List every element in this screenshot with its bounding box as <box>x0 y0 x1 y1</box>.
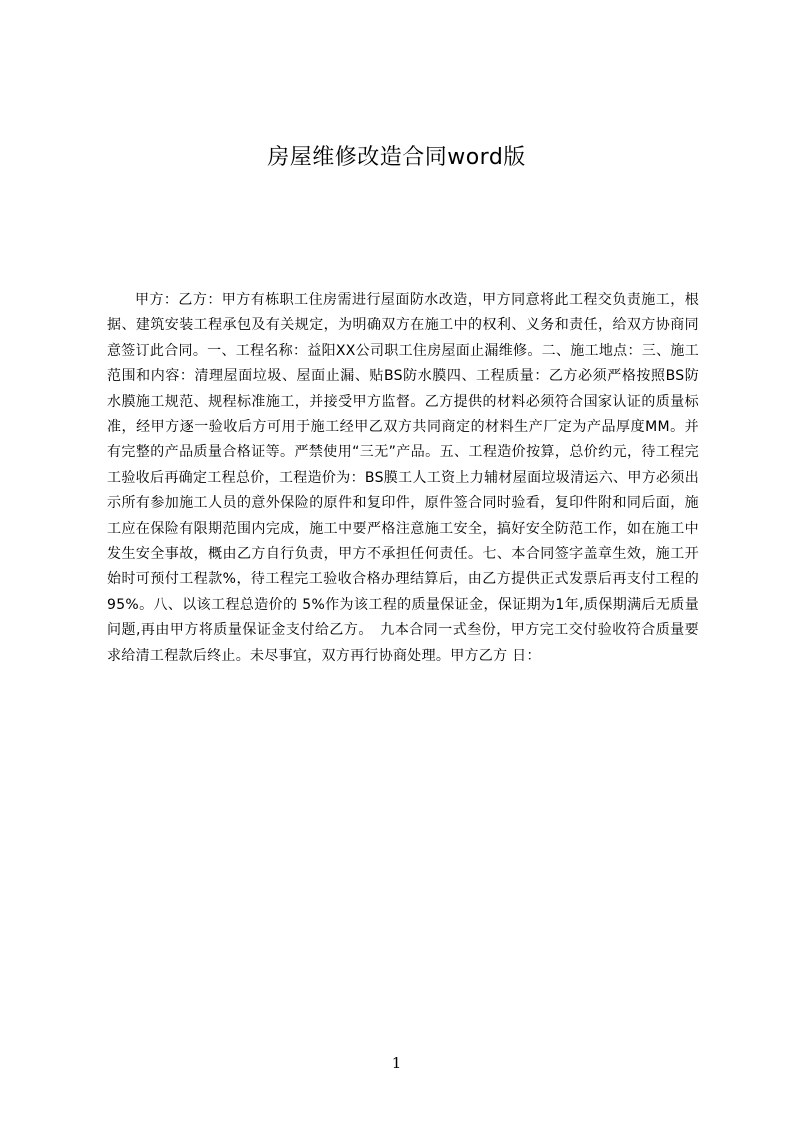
contract-body-paragraph: 甲方：乙方：甲方有栋职工住房需进行屋面防水改造，甲方同意将此工程交负责施工，根据、建筑安装工程承包及有关规定，为明确双方在施工中的权利、义务和责任，给双方协商同意签订此合同。一、工程名称：益阳XX公司职工住房屋面止漏维修。二、施工地点：三、施工范围和内容：清理屋面垃圾、屋面止漏、贴BS防水膜四、工程质量：乙方必须严格按照BS防水膜施工规范、规程标准施工，并接受甲方监督。乙方提供的材料必须符合国家认证的质量标准，经甲方逐一验收后方可用于施工经甲乙双方共同商定的材料生产厂定为产品厚度MM。并有完整的产品质量合格证等。严禁使用“三无”产品。五、工程造价按算，总价约元，待工程完工验收后再确定工程总价，工程造价为：BS膜工人工资上力辅材屋面垃圾清运六、甲方必须出示所有参加施工人员的意外保险的原件和复印件，原件签合同时验看，复印件附和同后面，施工应在保险有限期范围内完成，施工中要严格注意施工安全，搞好安全防范工作，如在施工中发生安全事故，概由乙方自行负责，甲方不承担任何责任。七、本合同签字盖章生效，施工开始时可预付工程款%，待工程完工验收合格办理结算后，由乙方提供正式发票后再支付工程的95%。八、以该工程总造价的 5%作为该工程的质量保证金，保证期为1年,质保期满后无质量问题,再由甲方将质量保证金支付给乙方。 九本合同一式叁份，甲方完工交付验收符合质量要求给清工程款后终止。未尽事宜，双方再行协商处理。甲方乙方 日： <box>107 292 699 664</box>
document-title: 房屋维修改造合同word版 <box>267 145 526 170</box>
page-number: 1 <box>391 1054 402 1072</box>
